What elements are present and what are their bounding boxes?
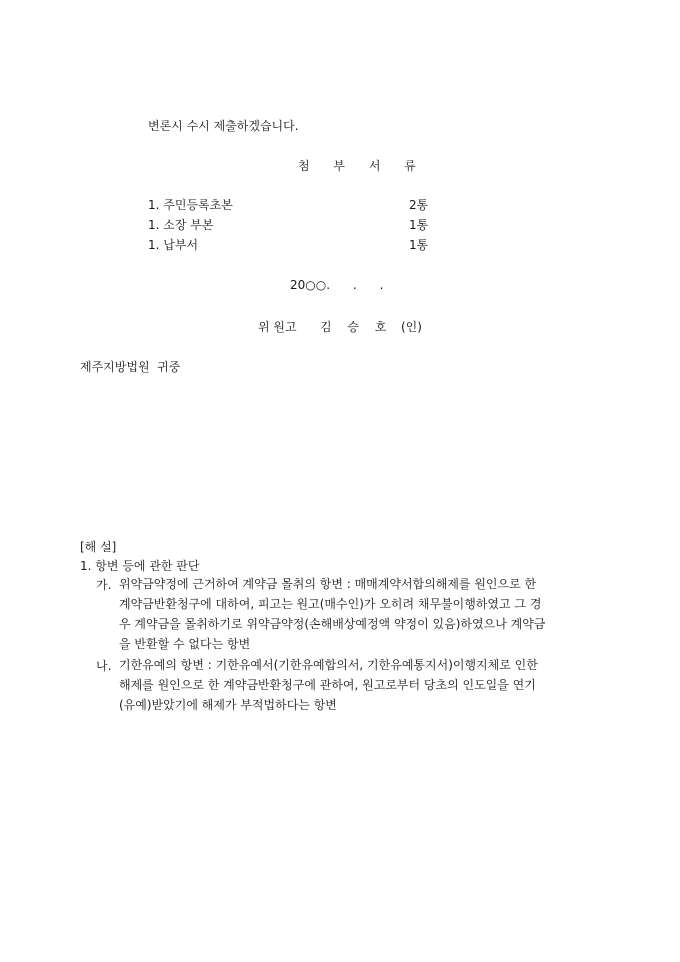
commentary-section-title: 1. 항변 등에 관한 판단 [80, 559, 200, 573]
attachment-item-label: 1. 주민등록초본 [148, 198, 233, 212]
attachment-item-count: 1통 [409, 218, 429, 232]
commentary-item-marker: 가. [96, 578, 112, 592]
attachment-item-count: 1통 [409, 238, 429, 252]
attachments-heading: 첨 부 서 류 [298, 159, 426, 173]
commentary-item-line: 을 반환할 수 없다는 항변 [119, 637, 251, 651]
signature-name: 김 승 호 [320, 320, 393, 334]
commentary-item-line: 기한유예의 항변 : 기한유예서(기한유예합의서, 기한유예통지서)이행지체로 인한 [119, 658, 538, 672]
commentary-item-line: 위약금약정에 근거하여 계약금 몰취의 항변 : 매매계약서합의해제를 원인으로 한 [119, 577, 537, 591]
signature-seal: (인) [401, 320, 422, 334]
attachment-item-label: 1. 납부서 [148, 238, 199, 252]
attachment-item-count: 2통 [409, 198, 429, 212]
commentary-item-line: 해제를 원인으로 한 계약금반환청구에 관하여, 원고로부터 당초의 인도일을 연기 [119, 678, 536, 692]
signature-role: 위 원고 [258, 320, 297, 334]
commentary-item-marker: 나. [96, 659, 112, 673]
commentary-item-line: (유예)받았기에 해제가 부적법하다는 항변 [119, 698, 337, 712]
attachment-item-label: 1. 소장 부본 [148, 218, 214, 232]
commentary-heading: [해 설] [80, 540, 117, 554]
document-date: 20○○. . . [290, 278, 384, 292]
court-addressee: 제주지방법원 귀중 [80, 360, 181, 374]
commentary-item-line: 우 계약금을 몰취하기로 위약금약정(손해배상예정액 약정이 있음)하였으나 계약금 [119, 617, 546, 631]
closing-sentence: 변론시 수시 제출하겠습니다. [148, 119, 299, 133]
commentary-item-line: 계약금반환청구에 대하여, 피고는 원고(매수인)가 오히려 채무불이행하였고 그 경 [119, 597, 542, 611]
